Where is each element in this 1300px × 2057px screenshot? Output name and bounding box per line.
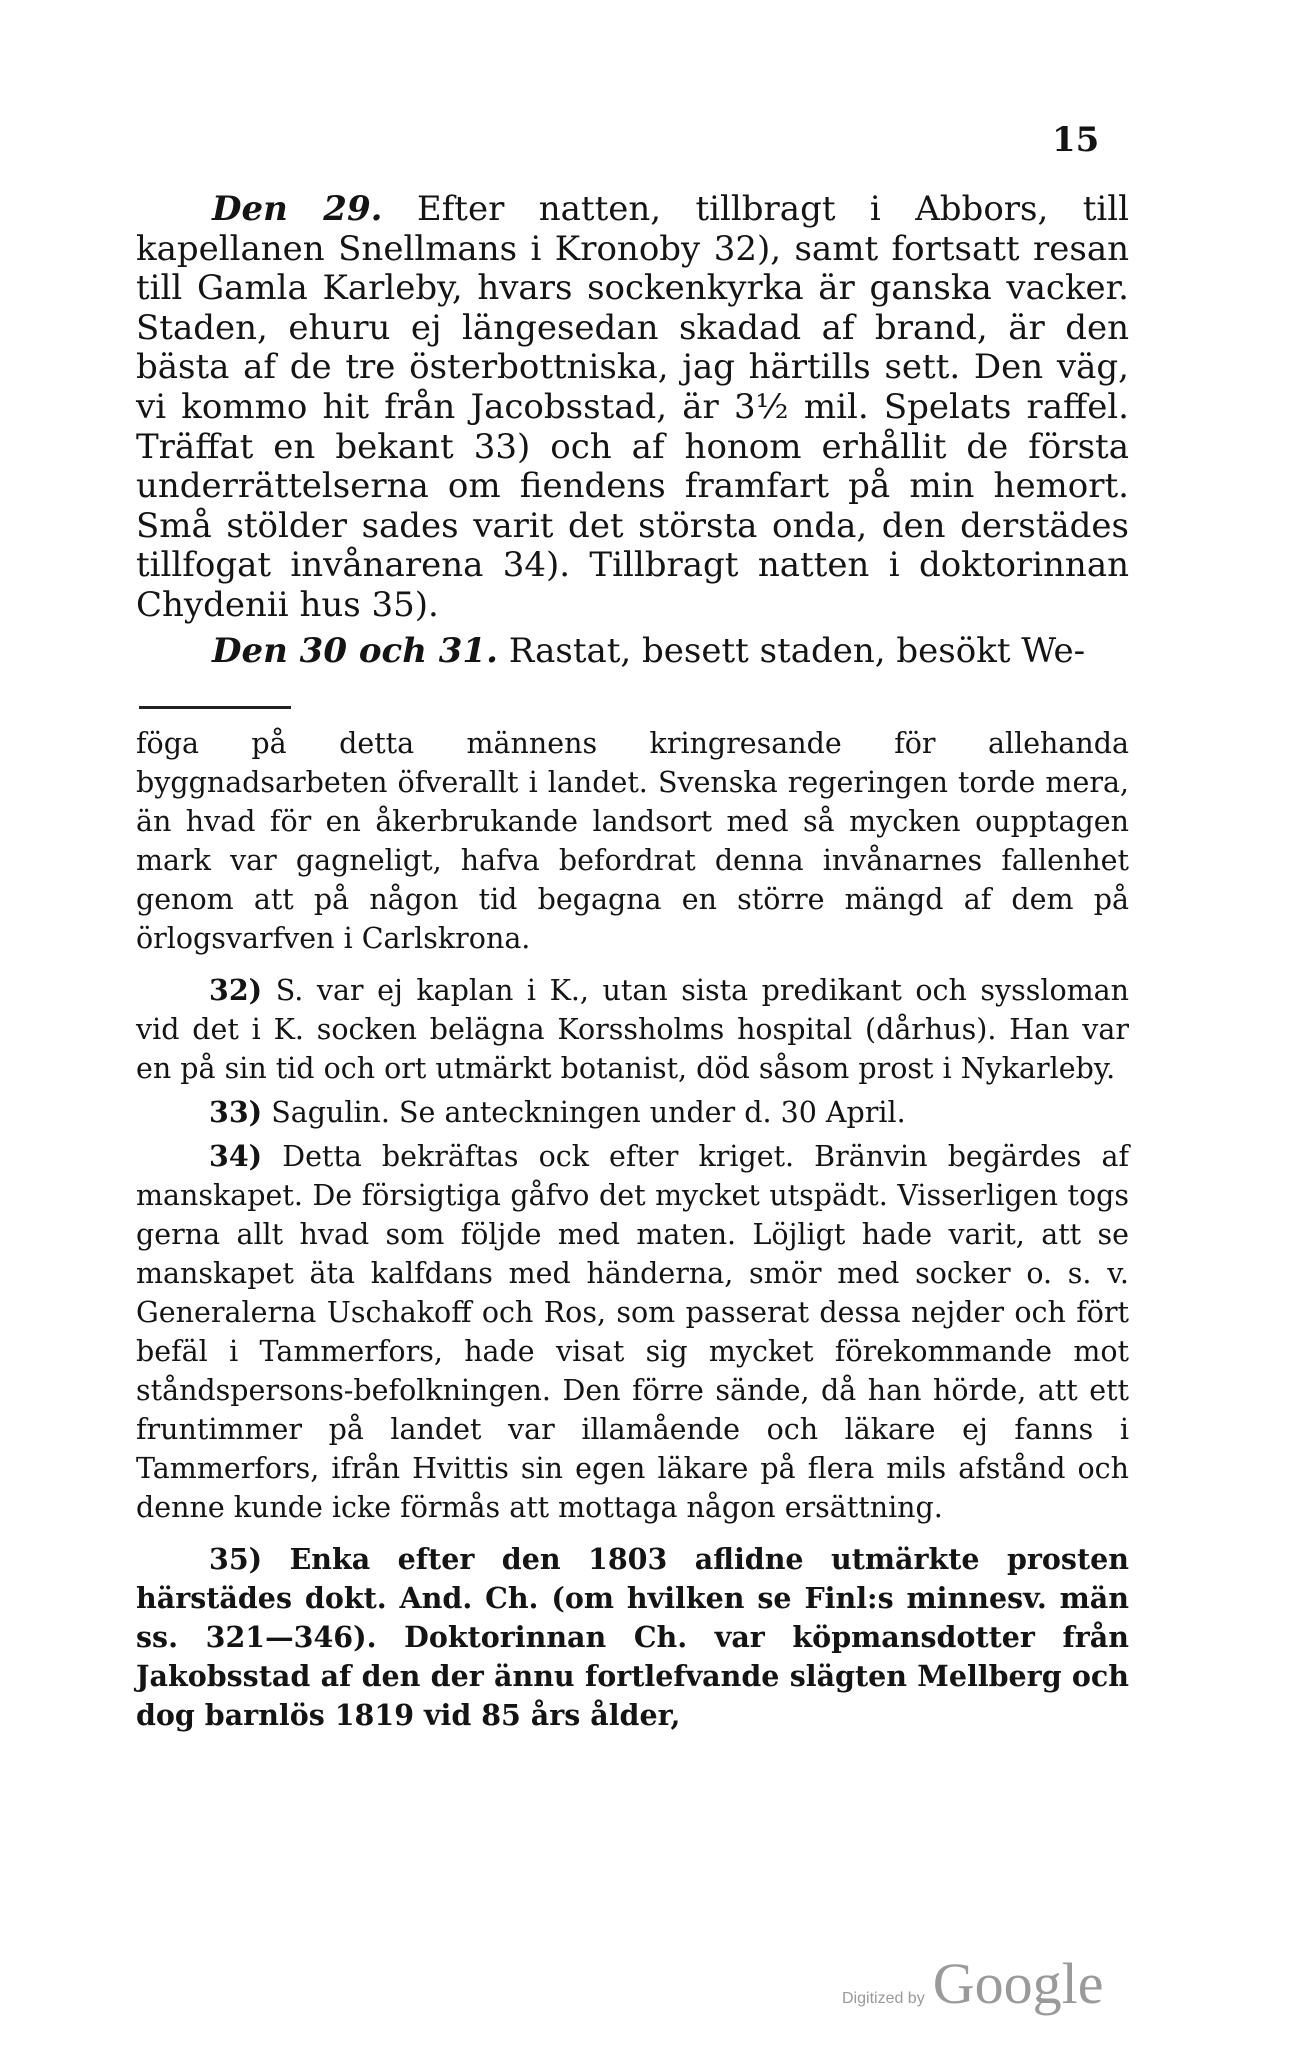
footnote-33 [136,1093,1129,1132]
footnote-35 [136,1540,1129,1735]
entry-date: Den 30 och 31. [212,630,498,671]
entry-text: Rastat, besett staden, besökt We- [497,630,1086,671]
footnote-ref: 34) [209,1139,263,1173]
entry-paragraph [136,632,1129,672]
footnote-ref: 33) [209,1095,263,1129]
footnote-text: S. var ej kaplan i K., utan sista predikant och syssloman vid det i K. socken belägna Korssholms hospital (dårhus). Han var en på sin tid och ort utmärkt botanist, död såsom prost i Nykarleby. [136,974,1129,1085]
footnote-text: Sagulin. Se anteckningen under d. 30 April. [262,1096,906,1129]
page-number: 15 [1052,120,1100,160]
footnote-text: Detta bekräftas ock efter kriget. Bränvin begärdes af manskapet. De försigtiga gåfvo det mycket utspädt. Visserligen togs gerna allt hvad som följde med maten. Löjligt hade varit, att se manskapet äta kalfdans med händerna, smör med socker o. s. v. Generalerna Uschakoff och Ros, som passerat dessa nejder och fört befäl i Tammerfors, hade visat sig mycket förekommande mot ståndspersons-befolkningen. Den förre sände, då han hörde, att ett fruntimmer på landet var illamående och läkare ej fanns i Tammerfors, ifrån Hvittis sin egen läkare på flera mils afstånd och denne kunde icke förmås att mottaga någon ersättning. [136,1140,1129,1524]
entry-text: Efter natten, tillbragt i Abbors, till kapellanen Snellmans i Kronoby 32), samt fortsatt resan till Gamla Karleby, hvars sockenkyrka är ganska vacker. Staden, ehuru ej längesedan skadad af brand, är den bästa af de tre österbottniska, jag härtills sett. Den väg, vi kommo hit från Jacobsstad, är 3½ mil. Spelats raffel. Träffat en bekant 33) och af honom erhållit de första underrättelserna om fiendens framfart på min hemort. Små stölder sades varit det största onda, den derstädes tillfogat invånarena 34). Tillbragt natten i doktorinnan Chydenii hus 35). [136,189,1130,625]
footnote-ref: 35) [209,1542,263,1576]
watermark-prefix: Digitized by [842,1990,925,2007]
watermark-brand: Google [932,1951,1104,2016]
footnotes [136,724,1129,1735]
footnote-ref: 32) [209,973,263,1007]
entry-paragraph [136,190,1129,626]
digitized-watermark [842,1950,1103,2017]
footnote-32 [136,971,1129,1088]
entry-date: Den 29. [212,189,383,229]
footnote-divider [139,706,291,709]
footnote-34 [136,1137,1129,1527]
footnote-text: Enka efter den 1803 aflidne utmärkte prosten härstädes dokt. And. Ch. (om hvilken se Finl:s minnesv. män ss. 321—346). Doktorinnan Ch. var köpmansdotter från Jakobsstad af den der ännu fortlefvande slägten Mellberg och dog barnlös 1819 vid 85 års ålder, [136,1542,1129,1732]
main-text [136,190,1129,671]
footnote-continuation: föga på detta männens kringresande för allehanda byggnadsarbeten öfverallt i landet. Svenska regeringen torde mera, än hvad för en åkerbrukande landsort med så mycken oupptagen mark var gagneligt, hafva befordrat denna invånarnes fallenhet genom att på någon tid begagna en större mängd af dem på örlogsvarfven i Carlskrona. [136,727,1129,955]
